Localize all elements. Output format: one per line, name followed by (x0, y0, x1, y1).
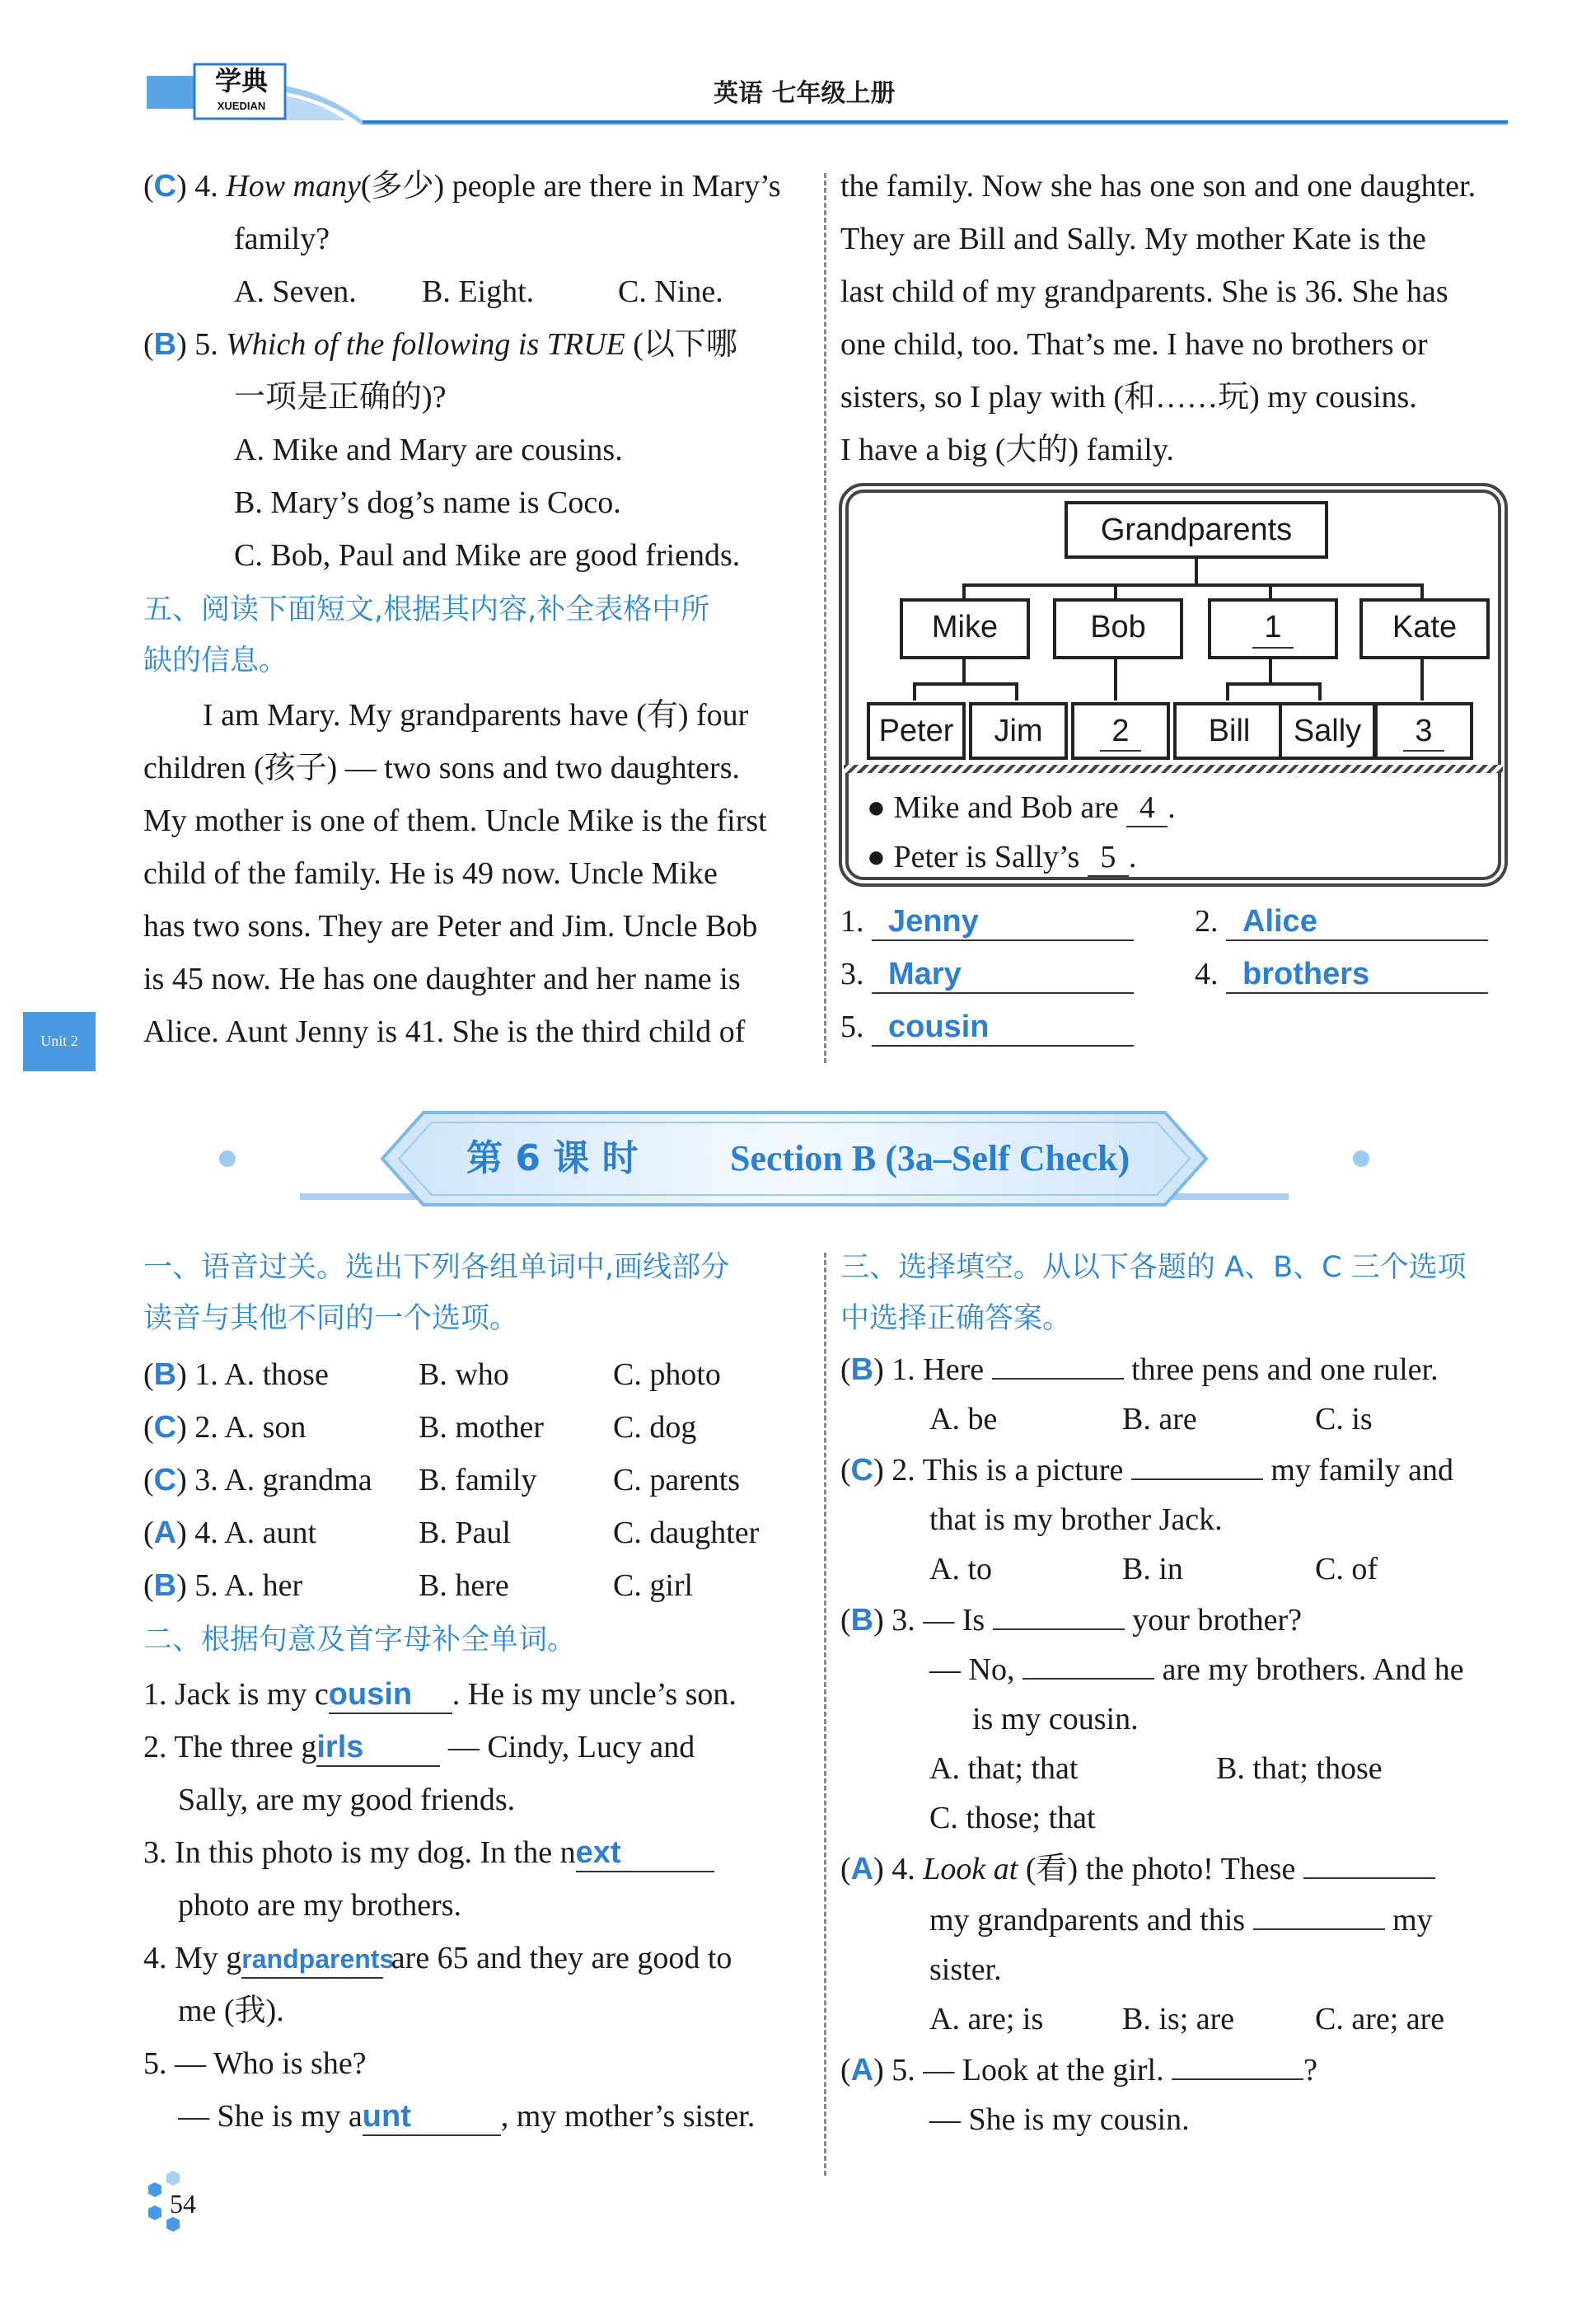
part1-item: (A) 4. A. aunt (143, 1516, 317, 1550)
part2-q3-line2: photo are my brothers. (178, 1888, 462, 1923)
tree-line (1269, 583, 1272, 600)
option: B. Eight. (422, 274, 535, 309)
option: A. Mike and Mary are cousins. (234, 433, 623, 467)
lesson-banner-en: Section B (3a–Self Check) (730, 1138, 1130, 1178)
logo-en: XUEDIAN (217, 100, 266, 112)
tree-node: Mike (900, 598, 1030, 659)
part3-title: 三、选择填空。从以下各题的 A、B、C 三个选项 (840, 1251, 1467, 1284)
option: B. who (419, 1357, 509, 1392)
part2-title: 二、根据句意及首字母补全单词。 (143, 1624, 577, 1656)
part3-q4-line3: sister. (929, 1952, 1002, 1987)
tree-line (1195, 555, 1198, 585)
option: C. Nine. (618, 274, 723, 309)
tree-node-root: Grandparents (1065, 501, 1328, 559)
part2-q5-line2: — She is my aunt , my mother’s sister. (178, 2090, 755, 2143)
part2-q4: 4. My grandparents are 65 and they are good to (143, 1932, 732, 1984)
part2-q3: 3. In this photo is my dog. In the next (143, 1826, 714, 1879)
passage-line: the family. Now she has one son and one daughter. (840, 169, 1476, 204)
tree-line (913, 682, 1015, 686)
option: B. family (419, 1463, 537, 1497)
part1-title-l2: 读音与其他不同的一个选项。 (143, 1302, 519, 1335)
part1-item: (B) 1. A. those (143, 1357, 329, 1392)
tree-line (1269, 656, 1272, 684)
column-divider-bottom (824, 1253, 826, 2176)
logo-cn: 学典 (214, 65, 268, 96)
option: A. that; that (929, 1751, 1079, 1786)
section5-title-l2: 缺的信息。 (143, 644, 288, 677)
tree-line (1114, 656, 1117, 700)
answer-line-5: 5. cousin (840, 1000, 1134, 1053)
tree-line (1015, 682, 1018, 700)
part3-q1: (B) 1. Here three pens and one ruler. (840, 1352, 1439, 1387)
option: C. daughter (613, 1516, 760, 1550)
reading-q4: (C) 4. How many(多少) people are there in Mary’s (143, 169, 781, 204)
answer-line-2: 2. Alice (1195, 895, 1488, 948)
part3-q2: (C) 2. This is a picture my family and (840, 1453, 1453, 1488)
option: B. Paul (419, 1516, 511, 1550)
part3-q3-line3: is my cousin. (972, 1702, 1139, 1736)
passage-line: Alice. Aunt Jenny is 41. She is the third child of (143, 1014, 746, 1049)
option: B. in (1122, 1552, 1183, 1586)
tree-line (1114, 583, 1117, 600)
option: B. are (1122, 1402, 1197, 1436)
option: C. Bob, Paul and Mike are good friends. (234, 538, 741, 573)
option: C. is (1315, 1402, 1373, 1436)
passage-line: children (孩子) — two sons and two daughters. (143, 751, 740, 785)
option: B. mother (419, 1410, 544, 1445)
part1-item: (C) 2. A. son (143, 1410, 307, 1445)
option: B. here (419, 1568, 509, 1603)
page-number: 54 (170, 2189, 196, 2219)
option: C. those; that (929, 1801, 1096, 1835)
reading-q5: (B) 5. Which of the following is TRUE (以下哪 (143, 327, 737, 362)
tree-node: Bill (1173, 702, 1285, 760)
tree-node: Sally (1279, 702, 1376, 760)
option: B. that; those (1216, 1751, 1383, 1786)
passage-line: one child, too. That’s me. I have no brothers or (840, 327, 1428, 362)
option: A. Seven. (234, 274, 357, 309)
tree-line (962, 656, 966, 684)
tree-bullet-2: ● Peter is Sally’s 5 . (867, 831, 1136, 883)
lesson-banner-cn: 第 6 课 时 (466, 1137, 639, 1179)
passage-line: has two sons. They are Peter and Jim. Uncle Bob (143, 909, 758, 944)
section5-title: 五、阅读下面短文,根据其内容,补全表格中所 (143, 593, 710, 626)
part1-title: 一、语音过关。选出下列各组单词中,画线部分 (143, 1251, 730, 1284)
part2-q4-line2: me (我). (178, 1994, 284, 2028)
passage-line: child of the family. He is 49 now. Uncle Mike (143, 856, 718, 891)
option: C. of (1315, 1552, 1378, 1586)
option: C. are; are (1315, 2002, 1445, 2036)
passage-line: I am Mary. My grandparents have (有) four (203, 698, 749, 733)
tree-line (1226, 682, 1229, 700)
part3-q2-line2: that is my brother Jack. (929, 1502, 1223, 1537)
option: C. photo (613, 1357, 721, 1392)
answer-mark: C (153, 169, 177, 204)
reading-q4-line2: family? (234, 222, 330, 256)
tree-line (1318, 682, 1322, 700)
header (0, 0, 1577, 140)
part3-q4-line2: my grandparents and this my (929, 1903, 1433, 1937)
tree-node: Kate (1359, 598, 1490, 659)
tree-node: Bob (1053, 598, 1183, 659)
part3-q5: (A) 5. — Look at the girl. ? (840, 2053, 1317, 2087)
tree-line (1226, 682, 1318, 686)
part3-q3: (B) 3. — Is your brother? (840, 1603, 1302, 1638)
option: A. are; is (929, 2002, 1044, 2036)
tree-line (1420, 656, 1424, 700)
tree-node-blank: 3 (1374, 702, 1473, 760)
tree-node-blank: 2 (1071, 702, 1170, 760)
option: C. girl (613, 1568, 694, 1603)
passage-line: My mother is one of them. Uncle Mike is the first (143, 804, 767, 838)
part2-q2: 2. The three girls — Cindy, Lucy and (143, 1721, 695, 1773)
tree-node: Peter (867, 702, 966, 760)
part1-item: (C) 3. A. grandma (143, 1463, 372, 1497)
tree-node-blank: 1 (1208, 598, 1338, 659)
subject-title: 英语 七年级上册 (714, 79, 896, 108)
passage-line: sisters, so I play with (和……玩) my cousins. (840, 380, 1417, 415)
family-tree-divider (844, 765, 1503, 773)
answer-line-4: 4. brothers (1195, 948, 1488, 1000)
tree-bullet-1: ● Mike and Bob are 4 . (867, 781, 1176, 834)
passage-line: last child of my grandparents. She is 36. She has (840, 274, 1448, 309)
option: C. dog (613, 1410, 697, 1445)
part2-q5: 5. — Who is she? (143, 2046, 367, 2081)
option: C. parents (613, 1463, 741, 1497)
unit-side-tab-label: Unit 2 (40, 1033, 78, 1049)
option: B. is; are (1122, 2002, 1235, 2036)
option: A. to (929, 1552, 992, 1586)
passage-line: is 45 now. He has one daughter and her name is (143, 962, 741, 996)
part2-q1: 1. Jack is my cousin . He is my uncle’s son. (143, 1668, 737, 1721)
passage-line: I have a big (大的) family. (840, 433, 1174, 467)
tree-line (913, 682, 916, 700)
tree-line (1420, 583, 1424, 600)
part1-item: (B) 5. A. her (143, 1568, 303, 1603)
column-divider-top (824, 173, 826, 1063)
part3-q5-line2: — She is my cousin. (929, 2102, 1190, 2137)
part3-q3-line2: — No, are my brothers. And he (929, 1652, 1464, 1687)
option: A. be (929, 1402, 998, 1436)
answer-line-1: 1. Jenny (840, 895, 1134, 948)
passage-line: They are Bill and Sally. My mother Kate is the (840, 222, 1426, 256)
part3-q4: (A) 4. Look at (看) the photo! These (840, 1843, 1435, 1895)
tree-line (962, 583, 966, 600)
answer-line-3: 3. Mary (840, 948, 1134, 1000)
part3-title-l2: 中选择正确答案。 (840, 1302, 1072, 1335)
part2-q2-line2: Sally, are my good friends. (178, 1783, 516, 1817)
tree-line (962, 583, 1424, 587)
option: B. Mary’s dog’s name is Coco. (234, 485, 621, 520)
answer-mark: B (153, 327, 177, 362)
tree-node: Jim (969, 702, 1068, 760)
reading-q5-line2: 一项是正确的)? (234, 380, 447, 415)
